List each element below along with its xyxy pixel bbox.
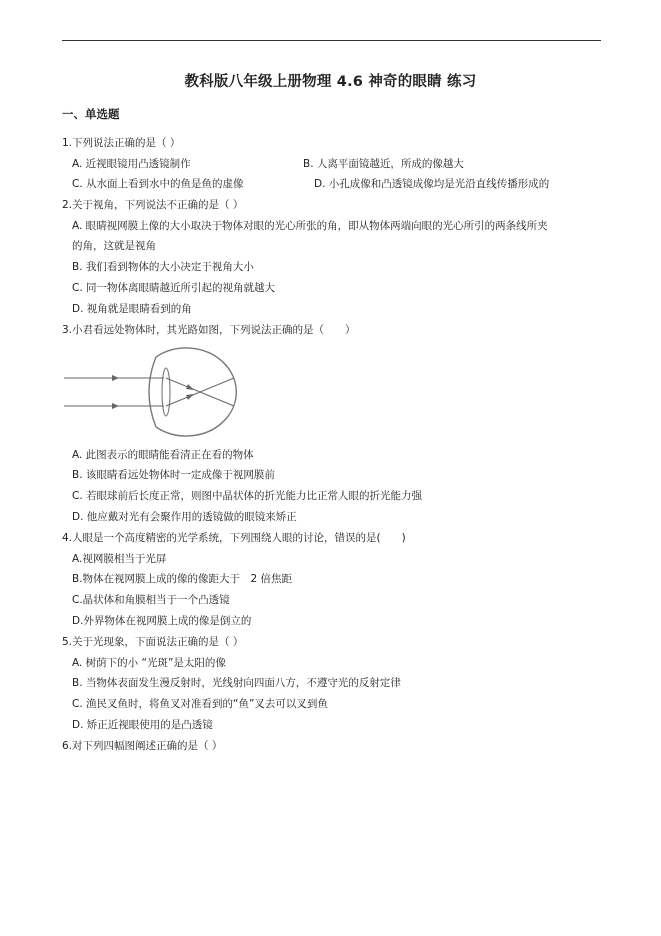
question-3-option-d: D. 他应戴对光有会聚作用的透镜做的眼镜来矫正 [72,511,297,523]
question-5-option-b: B. 当物体表面发生漫反射时，光线射向四面八方，不遵守光的反射定律 [72,677,401,689]
question-1-stem: 1.下列说法正确的是（ ） [62,137,181,149]
question-3-option-c: C. 若眼球前后长度正常，则图中晶状体的折光能力比正常人眼的折光能力强 [72,490,423,502]
lens-shape [162,368,170,416]
question-5-option-c: C. 渔民叉鱼时，将鱼叉对准看到的“鱼”叉去可以叉到鱼 [72,698,328,710]
arrow-head-refracted-bottom [186,394,194,400]
page-title: 教科版八年级上册物理 4.6 神奇的眼睛 练习 [184,74,477,90]
question-3-stem: 3.小君看远处物体时，其光路如图，下列说法正确的是（ ） [62,324,356,336]
cornea-outline [149,357,156,427]
question-5-stem: 5.关于光现象，下面说法正确的是（ ） [62,636,244,648]
question-1-option-c: C. 从水面上看到水中的鱼是鱼的虚像 [72,178,244,190]
question-2-option-b: B. 我们看到物体的大小决定于视角大小 [72,261,254,273]
question-4-option-c: C.晶状体和角膜相当于一个凸透镜 [72,594,230,606]
question-2-option-d: D. 视角就是眼睛看到的角 [72,303,192,315]
question-2-option-a-line2: 的角，这就是视角 [72,240,156,252]
question-4-option-a: A.视网膜相当于光屏 [72,553,167,565]
question-4-stem: 4.人眼是一个高度精密的光学系统，下列围绕人眼的讨论，错误的是( ) [62,532,406,544]
question-1-option-a: A. 近视眼镜用凸透镜制作 [72,158,191,170]
question-3-option-b: B. 该眼睛看远处物体时一定成像于视网膜前 [72,469,275,481]
header-rule [62,40,601,41]
section-heading: 一、单选题 [62,107,120,121]
question-5-option-d: D. 矫正近视眼使用的是凸透镜 [72,719,213,731]
question-1-option-d: D. 小孔成像和凸透镜成像均是光沿直线传播形成的 [314,178,550,190]
arrow-head-bottom [112,403,119,409]
question-2-stem: 2.关于视角，下列说法不正确的是（ ） [62,199,244,211]
question-5-option-a: A. 树荫下的小 “光斑”是太阳的像 [72,657,226,669]
question-6-stem: 6.对下列四幅图阐述正确的是（ ） [62,740,223,752]
question-2-option-a-line1: A. 眼睛视网膜上像的大小取决于物体对眼的光心所张的角，即从物体两端向眼的光心所引的两条线所夹 [72,220,548,232]
question-1-option-b: B. 人离平面镜越近，所成的像越大 [303,158,464,170]
question-4-option-b: B.物体在视网膜上成的像的像距大于 2 倍焦距 [72,573,293,585]
question-3-option-a: A. 此图表示的眼睛能看清正在看的物体 [72,449,254,461]
eyeball-outline [156,348,236,436]
question-2-option-c: C. 同一物体离眼睛越近所引起的视角就越大 [72,282,276,294]
arrow-head-refracted-top [186,384,194,390]
arrow-head-top [112,375,119,381]
question-4-option-d: D.外界物体在视网膜上成的像是倒立的 [72,615,252,627]
eye-light-path-diagram [64,342,248,442]
